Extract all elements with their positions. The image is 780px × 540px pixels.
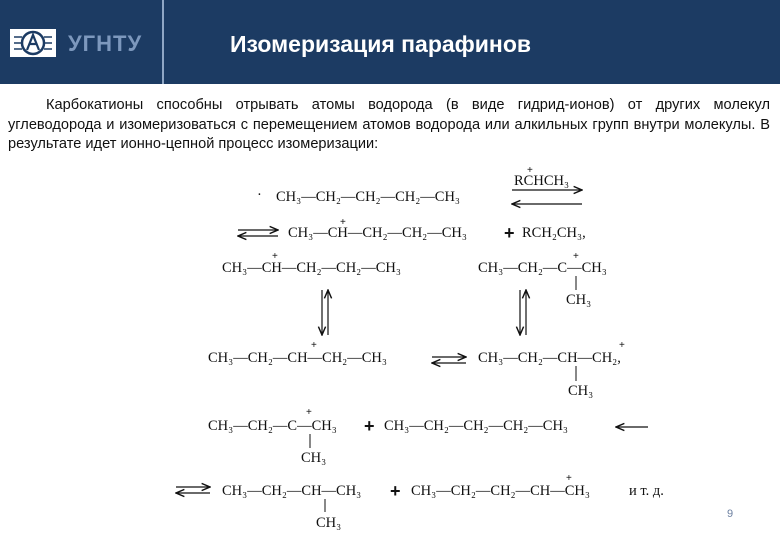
charge-plus: + bbox=[272, 251, 278, 262]
vertical-equilibrium-arrow-right bbox=[520, 290, 526, 335]
page-number: 9 bbox=[726, 508, 734, 520]
charge-plus: + bbox=[573, 251, 579, 262]
charge-plus: + bbox=[306, 407, 312, 418]
alkane-product: RCH₂CH₃, bbox=[522, 225, 586, 241]
charge-plus: + bbox=[311, 340, 317, 351]
pentane-formula: CH₃—CH₂—CH₂—CH₂—CH₃ bbox=[276, 189, 460, 205]
pentane-formula: CH₃—CH₂—CH₂—CH₂—CH₃ bbox=[384, 418, 568, 434]
pentyl-carbocation: CH₃—CH—CH₂—CH₂—CH₃ bbox=[288, 225, 467, 241]
vertical-equilibrium-arrow-left bbox=[322, 290, 328, 335]
slide-title: Изомеризация парафинов bbox=[230, 31, 532, 57]
charge-plus: + bbox=[340, 217, 346, 228]
plus-sign: + bbox=[504, 223, 515, 243]
charge-plus: + bbox=[566, 473, 572, 484]
pentyl-carbocation: CH₃—CH₂—CH₂—CH—CH₃ bbox=[411, 483, 590, 499]
charge-plus: + bbox=[527, 165, 533, 176]
tertiary-carbocation: CH₃—CH₂—C—CH₃ bbox=[208, 418, 337, 434]
plus-sign: + bbox=[390, 481, 401, 501]
equilibrium-arrow bbox=[238, 230, 278, 236]
body-paragraph: Карбокатионы способны отрывать атомы водорода (в виде гидрид-ионов) от других молекул углеводорода и изомеризоваться с перемещением атомов водорода или алкильных групп внутри молекулы. В результате идет ионно-цепной процесс изомеризации: bbox=[8, 97, 770, 152]
isopentane-formula: CH₃—CH₂—CH—CH₃ bbox=[222, 483, 362, 499]
pentyl-3-carbocation: CH₃—CH₂—CH—CH₂—CH₃ bbox=[208, 350, 387, 366]
etc-suffix: и т. д. bbox=[629, 483, 664, 499]
equilibrium-arrow bbox=[432, 357, 466, 363]
logo-text: УГНТУ bbox=[68, 31, 143, 56]
methyl-branch: CH₃ bbox=[316, 515, 342, 531]
methyl-branch: CH₃ bbox=[566, 292, 592, 308]
reagent-carbocation: RCHCH₃ bbox=[514, 173, 570, 189]
radical-dot: · bbox=[257, 187, 262, 203]
charge-plus: + bbox=[619, 340, 625, 351]
methyl-branch: CH₃ bbox=[568, 383, 594, 399]
secondary-carbocation-left: CH₃—CH—CH₂—CH₂—CH₃ bbox=[222, 260, 401, 276]
tertiary-carbocation-right: CH₃—CH₂—C—CH₃ bbox=[478, 260, 607, 276]
equilibrium-arrow bbox=[176, 487, 210, 493]
plus-sign: + bbox=[364, 416, 375, 436]
methyl-branch: CH₃ bbox=[301, 450, 327, 466]
primary-carbocation-branched: CH₃—CH₂—CH—CH₂, bbox=[478, 350, 621, 366]
